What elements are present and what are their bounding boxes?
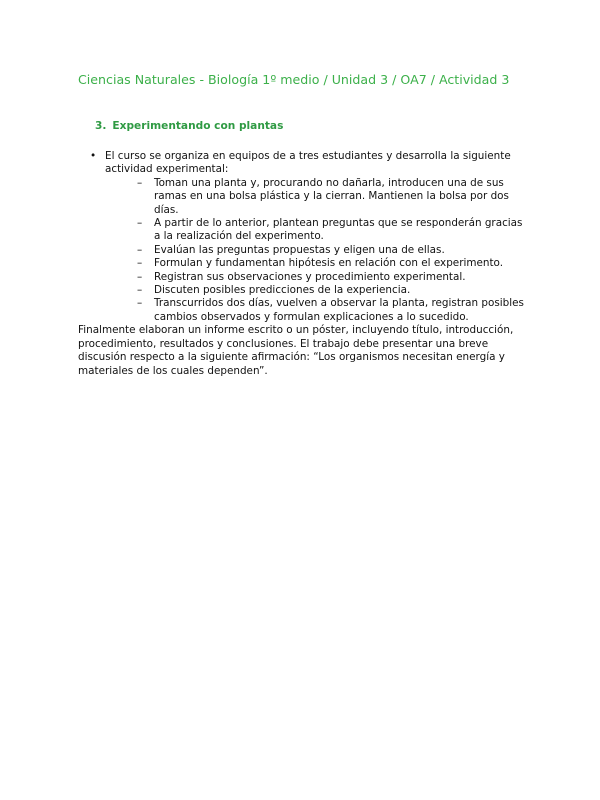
step-dash: –	[137, 297, 143, 310]
steps-list	[105, 177, 528, 324]
step-dash: –	[137, 243, 143, 256]
step-dash: –	[137, 257, 143, 270]
step-item	[105, 271, 528, 284]
step-item	[105, 244, 528, 257]
bullet-marker: •	[90, 150, 97, 162]
step-item	[105, 284, 528, 297]
section-heading	[95, 120, 283, 132]
bullet-text: El curso se organiza en equipos de a tres estudiantes y desarrolla la siguiente actividad experimental:	[105, 150, 511, 176]
step-text: Transcurridos dos días, vuelven a observar la planta, registran posibles cambios observados y formulan explicaciones a lo sucedido.	[154, 297, 524, 323]
step-item	[105, 217, 528, 244]
step-item	[105, 257, 528, 270]
section-title: Experimentando con plantas	[112, 120, 284, 132]
step-item	[105, 297, 528, 324]
bullet-item	[78, 150, 528, 324]
step-dash: –	[137, 217, 143, 230]
step-text: Formulan y fundamentan hipótesis en relación con el experimento.	[154, 257, 503, 270]
step-dash: –	[137, 284, 143, 297]
step-text: Discuten posibles predicciones de la experiencia.	[154, 284, 411, 297]
step-text: A partir de lo anterior, plantean preguntas que se responderán gracias a la realización del experimento.	[154, 217, 523, 243]
step-item	[105, 177, 528, 217]
step-dash: –	[137, 176, 143, 189]
step-text: Registran sus observaciones y procedimiento experimental.	[154, 270, 466, 283]
activity-content	[78, 150, 528, 378]
step-dash: –	[137, 270, 143, 283]
section-number: 3.	[95, 120, 107, 132]
page-header-breadcrumb: Ciencias Naturales - Biología 1º medio / Unidad 3 / OA7 / Actividad 3	[78, 72, 510, 87]
step-text: Toman una planta y, procurando no dañarla, introducen una de sus ramas en una bolsa plástica y la cierran. Mantienen la bolsa por dos días.	[154, 176, 509, 216]
closing-paragraph: Finalmente elaboran un informe escrito o un póster, incluyendo título, introducción, procedimiento, resultados y conclusiones. El trabajo debe presentar una breve discusión respecto a la siguiente afirmación: “Los organismos necesitan energía y materiales de los cuales dependen”.	[78, 324, 514, 377]
step-text: Evalúan las preguntas propuestas y eligen una de ellas.	[154, 243, 445, 256]
